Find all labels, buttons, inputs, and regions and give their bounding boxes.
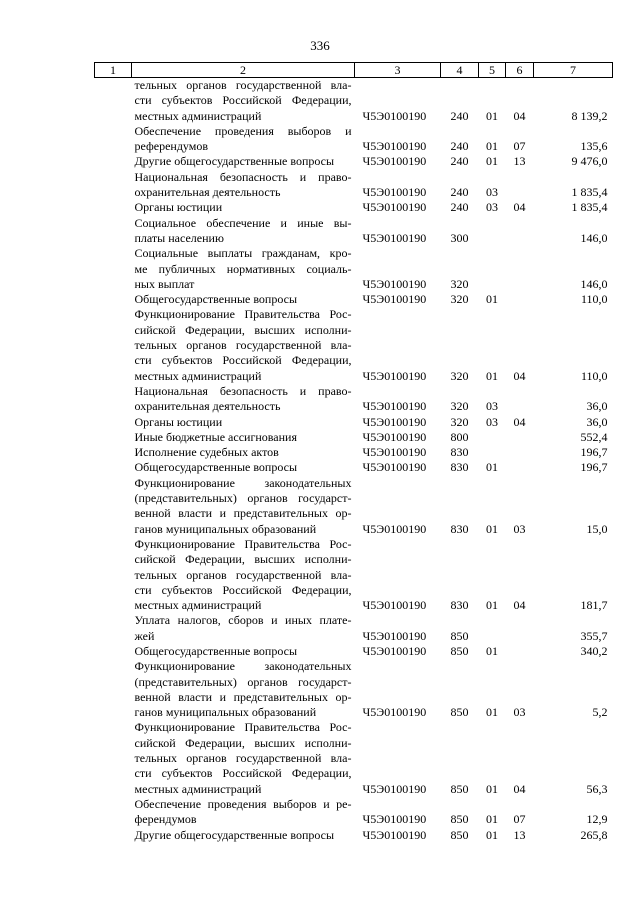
table-row (95, 476, 613, 537)
subsection-cell: 04 (513, 781, 526, 796)
item-name-cell (132, 246, 355, 292)
target-code-cell: Ч5Э0100190 (362, 399, 427, 414)
amount-cell: 1 835,4 (571, 185, 608, 200)
table-body (95, 78, 613, 843)
column-number-header (95, 63, 613, 78)
amount-cell: 5,2 (592, 705, 608, 720)
expense-type-cell: 320 (450, 276, 469, 291)
item-name-line: Другие общегосударственные вопросы (134, 154, 335, 169)
section-cell: 01 (486, 705, 498, 720)
amount-cell: 552,4 (580, 429, 608, 444)
section-cell: 01 (486, 812, 498, 827)
item-name-line: платы населению (134, 230, 224, 245)
subsection-cell: 07 (513, 812, 526, 827)
target-code-cell: Ч5Э0100190 (362, 827, 427, 842)
row-number-cell (95, 292, 132, 307)
row-number-cell (95, 828, 132, 843)
item-name-cell (132, 659, 355, 720)
item-name-cell (132, 460, 355, 475)
amount-cell: 12,9 (586, 812, 608, 827)
row-number-cell (95, 797, 132, 828)
item-name-line: жей (134, 628, 155, 643)
subsection-cell (506, 613, 534, 644)
expense-type-cell: 850 (450, 812, 469, 827)
table-row (95, 78, 613, 124)
row-number-cell (95, 476, 132, 537)
subsection-cell (506, 384, 534, 415)
item-name-cell (132, 170, 355, 201)
item-name-cell (132, 384, 355, 415)
column-header: 2 (132, 63, 355, 78)
table-row (95, 828, 613, 843)
page-number: 336 (310, 38, 330, 53)
expense-type-cell: 830 (450, 598, 469, 613)
item-name-line: ганов муниципальных образований (134, 521, 317, 536)
section-cell: 01 (486, 460, 498, 475)
expense-type-cell: 240 (450, 185, 469, 200)
table-row (95, 384, 613, 415)
item-name-cell (132, 476, 355, 537)
item-name-line: Общегосударственные вопросы (134, 643, 298, 658)
target-code-cell: Ч5Э0100190 (362, 108, 427, 123)
item-name-line: ме публичных нормативных социаль- (134, 261, 352, 276)
amount-cell: 15,0 (586, 521, 608, 536)
item-name-line: сийской Федерации, высших исполни- (134, 735, 352, 750)
item-name-line: ных выплат (134, 276, 195, 291)
column-header: 4 (441, 63, 479, 78)
item-name-line: тельных органов государственной вла- (134, 338, 352, 353)
row-number-cell (95, 384, 132, 415)
expense-type-cell: 320 (450, 292, 469, 307)
table-row (95, 430, 613, 445)
item-name-cell (132, 430, 355, 445)
item-name-cell (132, 415, 355, 430)
row-number-cell (95, 537, 132, 613)
item-name-line: ферендумов (134, 812, 197, 827)
subsection-cell: 13 (513, 154, 526, 169)
amount-cell: 196,7 (580, 460, 608, 475)
item-name-line: тельных органов государственной вла- (134, 78, 352, 92)
table-row (95, 445, 613, 460)
target-code-cell: Ч5Э0100190 (362, 705, 427, 720)
subsection-cell (506, 644, 534, 659)
item-name-line: местных администраций (134, 598, 262, 613)
item-name-cell (132, 216, 355, 247)
table-row (95, 797, 613, 828)
expense-type-cell: 240 (450, 139, 469, 154)
subsection-cell: 04 (513, 108, 526, 123)
item-name-line: венной власти и представительных ор- (134, 506, 352, 521)
item-name-line: Функционирование Правительства Рос- (134, 536, 352, 551)
item-name-line: референдумов (134, 139, 209, 154)
section-cell: 03 (486, 200, 498, 215)
row-number-cell (95, 124, 132, 155)
target-code-cell: Ч5Э0100190 (362, 139, 427, 154)
table-row (95, 216, 613, 247)
target-code-cell: Ч5Э0100190 (362, 292, 427, 307)
section-cell: 01 (486, 368, 498, 383)
target-code-cell: Ч5Э0100190 (362, 429, 427, 444)
subsection-cell: 03 (513, 521, 526, 536)
item-name-cell (132, 78, 355, 124)
target-code-cell: Ч5Э0100190 (362, 628, 427, 643)
amount-cell: 36,0 (586, 414, 608, 429)
target-code-cell: Ч5Э0100190 (362, 200, 427, 215)
table-row (95, 307, 613, 383)
item-name-line: Национальная безопасность и право- (134, 169, 352, 184)
table-row (95, 659, 613, 720)
section-cell: 01 (486, 292, 498, 307)
item-name-line: Исполнение судебных актов (134, 445, 279, 460)
expense-type-cell: 240 (450, 108, 469, 123)
expense-type-cell: 830 (450, 445, 469, 460)
expense-type-cell: 830 (450, 460, 469, 475)
item-name-line: местных администраций (134, 368, 262, 383)
target-code-cell: Ч5Э0100190 (362, 185, 427, 200)
subsection-cell: 04 (513, 414, 526, 429)
target-code-cell: Ч5Э0100190 (362, 781, 427, 796)
amount-cell: 355,7 (580, 628, 608, 643)
item-name-line: (представительных) органов государст- (134, 491, 352, 506)
section-cell: 03 (486, 414, 498, 429)
item-name-line: сти субъектов Российской Федерации, (134, 93, 352, 108)
item-name-cell (132, 797, 355, 828)
item-name-cell (132, 124, 355, 155)
item-name-line: местных администраций (134, 781, 262, 796)
subsection-cell: 04 (513, 598, 526, 613)
target-code-cell: Ч5Э0100190 (362, 460, 427, 475)
table-row (95, 537, 613, 613)
column-header: 7 (534, 63, 613, 78)
item-name-line: сийской Федерации, высших исполни- (134, 322, 352, 337)
subsection-cell: 04 (513, 200, 526, 215)
item-name-line: Социальное обеспечение и иные вы- (134, 215, 352, 230)
subsection-cell (506, 430, 534, 445)
row-number-cell (95, 154, 132, 169)
item-name-line: Общегосударственные вопросы (134, 292, 298, 307)
row-number-cell (95, 170, 132, 201)
subsection-cell: 13 (513, 827, 526, 842)
target-code-cell: Ч5Э0100190 (362, 154, 427, 169)
section-cell: 03 (486, 185, 498, 200)
item-name-line: сти субъектов Российской Федерации, (134, 766, 352, 781)
subsection-cell: 07 (513, 139, 526, 154)
amount-cell: 56,3 (586, 781, 608, 796)
item-name-line: сти субъектов Российской Федерации, (134, 582, 352, 597)
table-row (95, 415, 613, 430)
section-cell (479, 613, 506, 644)
item-name-line: венной власти и представительных ор- (134, 689, 352, 704)
item-name-line: Функционирование Правительства Рос- (134, 307, 352, 322)
row-number-cell (95, 200, 132, 215)
column-header: 5 (479, 63, 506, 78)
item-name-line: Общегосударственные вопросы (134, 460, 298, 475)
expense-type-cell: 300 (450, 230, 469, 245)
row-number-cell (95, 307, 132, 383)
expense-type-cell: 830 (450, 521, 469, 536)
table-row (95, 170, 613, 201)
target-code-cell: Ч5Э0100190 (362, 414, 427, 429)
section-cell: 01 (486, 154, 498, 169)
item-name-line: тельных органов государственной вла- (134, 567, 352, 582)
item-name-line: ганов муниципальных образований (134, 705, 317, 720)
column-header: 3 (355, 63, 441, 78)
section-cell (479, 216, 506, 247)
item-name-cell (132, 307, 355, 383)
section-cell: 01 (486, 827, 498, 842)
item-name-line: Функционирование Правительства Рос- (134, 720, 352, 735)
expense-type-cell: 850 (450, 643, 469, 658)
target-code-cell: Ч5Э0100190 (362, 445, 427, 460)
table-row (95, 460, 613, 475)
item-name-line: охранительная деятельность (134, 399, 281, 414)
table-row (95, 613, 613, 644)
subsection-cell: 03 (513, 705, 526, 720)
expense-type-cell: 320 (450, 368, 469, 383)
expense-type-cell: 850 (450, 705, 469, 720)
amount-cell: 196,7 (580, 445, 608, 460)
item-name-cell (132, 292, 355, 307)
target-code-cell: Ч5Э0100190 (362, 230, 427, 245)
item-name-line: Органы юстиции (134, 200, 223, 215)
item-name-line: Обеспечение проведения выборов и (134, 123, 352, 138)
item-name-line: (представительных) органов государст- (134, 674, 352, 689)
item-name-cell (132, 613, 355, 644)
table-row (95, 720, 613, 796)
table-row (95, 246, 613, 292)
target-code-cell: Ч5Э0100190 (362, 521, 427, 536)
item-name-line: Уплата налогов, сборов и иных плате- (134, 613, 352, 628)
table-row (95, 124, 613, 155)
target-code-cell: Ч5Э0100190 (362, 643, 427, 658)
section-cell (479, 430, 506, 445)
target-code-cell: Ч5Э0100190 (362, 276, 427, 291)
table-row (95, 200, 613, 215)
item-name-line: Социальные выплаты гражданам, кро- (134, 246, 352, 261)
table-row (95, 644, 613, 659)
item-name-line: Другие общегосударственные вопросы (134, 827, 335, 842)
item-name-line: Иные бюджетные ассигнования (134, 429, 297, 444)
expense-type-cell: 240 (450, 200, 469, 215)
amount-cell: 110,0 (580, 292, 608, 307)
item-name-line: сийской Федерации, высших исполни- (134, 552, 352, 567)
amount-cell: 135,6 (580, 139, 608, 154)
section-cell: 03 (486, 399, 498, 414)
column-header: 1 (95, 63, 132, 78)
section-cell: 01 (486, 521, 498, 536)
expense-type-cell: 800 (450, 429, 469, 444)
table-row (95, 292, 613, 307)
amount-cell: 110,0 (580, 368, 608, 383)
row-number-cell (95, 246, 132, 292)
row-number-cell (95, 644, 132, 659)
item-name-line: тельных органов государственной вла- (134, 751, 352, 766)
item-name-cell (132, 200, 355, 215)
table-row (95, 154, 613, 169)
column-header: 6 (506, 63, 534, 78)
section-cell: 01 (486, 643, 498, 658)
expense-type-cell: 850 (450, 781, 469, 796)
item-name-line: Функционирование законодательных (134, 659, 352, 674)
section-cell: 01 (486, 139, 498, 154)
section-cell: 01 (486, 781, 498, 796)
amount-cell: 146,0 (580, 230, 608, 245)
subsection-cell (506, 460, 534, 475)
item-name-line: охранительная деятельность (134, 185, 281, 200)
item-name-cell (132, 537, 355, 613)
subsection-cell (506, 292, 534, 307)
amount-cell: 146,0 (580, 276, 608, 291)
item-name-cell (132, 154, 355, 169)
item-name-line: Органы юстиции (134, 414, 223, 429)
row-number-cell (95, 78, 132, 124)
row-number-cell (95, 613, 132, 644)
amount-cell: 1 835,4 (571, 200, 608, 215)
subsection-cell: 04 (513, 368, 526, 383)
budget-table (94, 62, 613, 843)
row-number-cell (95, 415, 132, 430)
subsection-cell (506, 445, 534, 460)
expense-type-cell: 850 (450, 628, 469, 643)
section-cell: 01 (486, 598, 498, 613)
item-name-cell (132, 445, 355, 460)
subsection-cell (506, 216, 534, 247)
target-code-cell: Ч5Э0100190 (362, 368, 427, 383)
row-number-cell (95, 216, 132, 247)
row-number-cell (95, 430, 132, 445)
row-number-cell (95, 445, 132, 460)
amount-cell: 8 139,2 (571, 108, 608, 123)
item-name-line: местных администраций (134, 108, 262, 123)
subsection-cell (506, 170, 534, 201)
section-cell (479, 246, 506, 292)
row-number-cell (95, 460, 132, 475)
amount-cell: 9 476,0 (571, 154, 608, 169)
amount-cell: 340,2 (580, 643, 608, 658)
amount-cell: 36,0 (586, 399, 608, 414)
item-name-cell (132, 644, 355, 659)
row-number-cell (95, 659, 132, 720)
expense-type-cell: 240 (450, 154, 469, 169)
item-name-line: Обеспечение проведения выборов и ре- (134, 796, 352, 811)
subsection-cell (506, 246, 534, 292)
section-cell (479, 445, 506, 460)
expense-type-cell: 320 (450, 399, 469, 414)
item-name-line: сти субъектов Российской Федерации, (134, 353, 352, 368)
item-name-cell (132, 720, 355, 796)
amount-cell: 181,7 (580, 598, 608, 613)
target-code-cell: Ч5Э0100190 (362, 598, 427, 613)
expense-type-cell: 320 (450, 414, 469, 429)
row-number-cell (95, 720, 132, 796)
section-cell: 01 (486, 108, 498, 123)
target-code-cell: Ч5Э0100190 (362, 812, 427, 827)
amount-cell: 265,8 (580, 827, 608, 842)
item-name-cell (132, 828, 355, 843)
expense-type-cell: 850 (450, 827, 469, 842)
item-name-line: Функционирование законодательных (134, 475, 352, 490)
item-name-line: Национальная безопасность и право- (134, 383, 352, 398)
